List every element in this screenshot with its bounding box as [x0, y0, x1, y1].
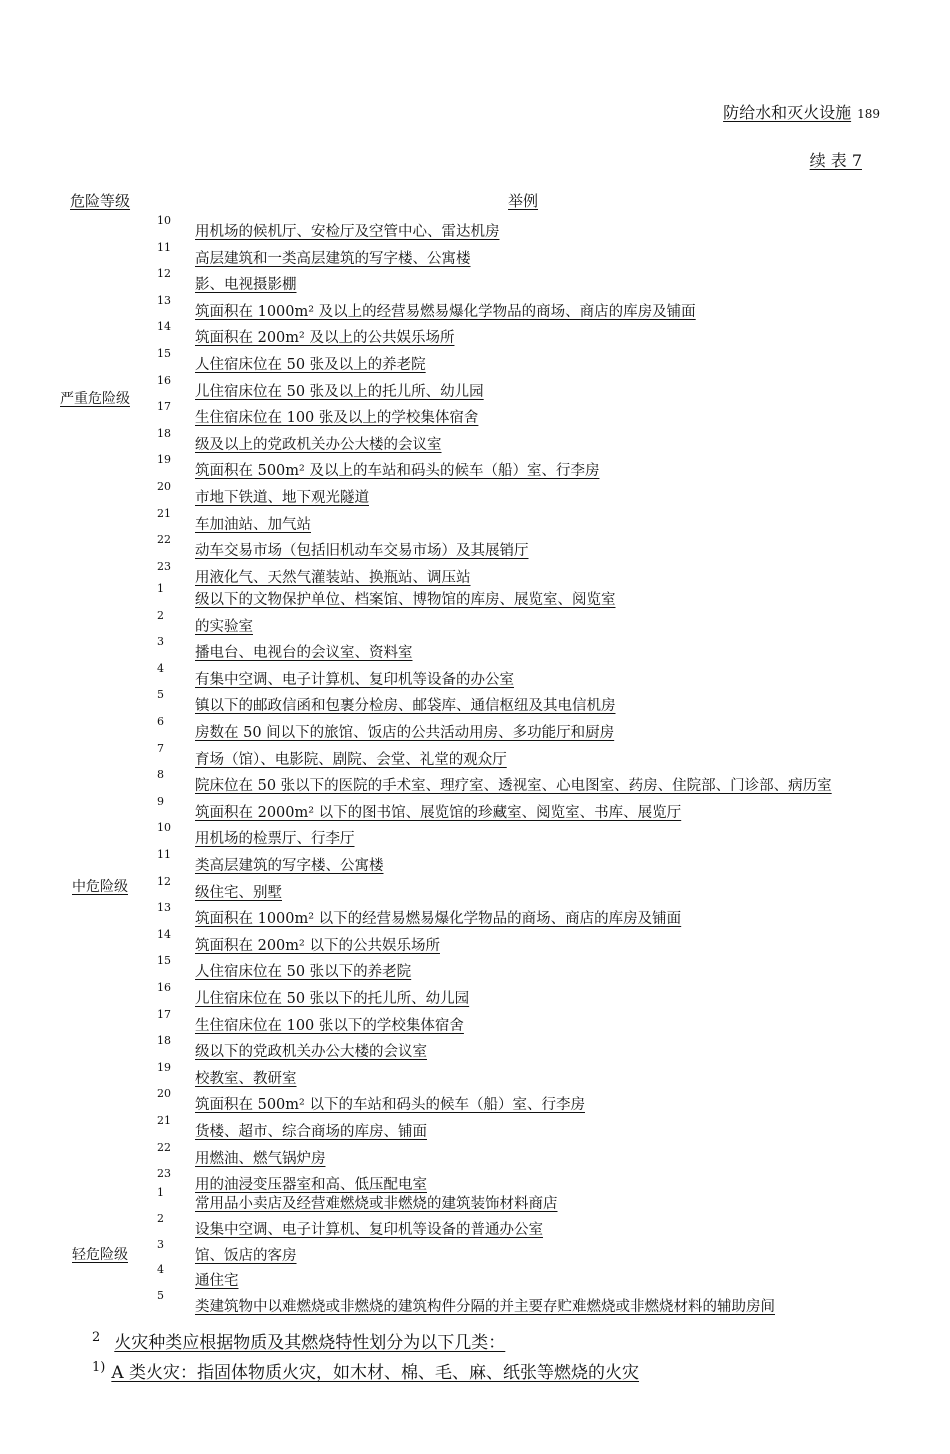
row-number: 1	[157, 582, 164, 595]
row-number: 3	[157, 635, 164, 649]
row-number: 22	[157, 1140, 171, 1154]
row-example-text: 用机场的候机厅、安检厅及空管中心、雷达机房	[195, 224, 500, 240]
row-number: 6	[157, 715, 164, 728]
row-example-text: 动车交易市场（包括旧机动车交易市场）及其展销厅	[195, 543, 529, 560]
row-number: 16	[157, 373, 171, 387]
row-number: 7	[157, 741, 164, 755]
row-number: 19	[157, 1060, 171, 1074]
row-example-text: 筑面积在 200m² 及以上的公共娱乐场所	[195, 330, 455, 347]
page-number: 189	[857, 107, 880, 121]
row-example-text: 用燃油、燃气锅炉房	[195, 1150, 326, 1167]
row-number: 4	[157, 1263, 164, 1277]
row-example-text: 生住宿床位在 100 张以下的学校集体宿舍	[195, 1017, 464, 1034]
row-example-text: 常用品小卖店及经营难燃烧或非燃烧的建筑装饰材料商店	[195, 1196, 558, 1212]
column-header-examples: 举例	[508, 192, 539, 210]
continued-table-label: 续 表 7	[809, 151, 862, 170]
row-number: 4	[157, 661, 164, 675]
row-example-text: 播电台、电视台的会议室、资料室	[195, 645, 413, 662]
row-number: 20	[157, 480, 171, 493]
row-example-text: 级住宅、别墅	[195, 884, 282, 901]
row-number: 2	[157, 1211, 164, 1225]
row-example-text: 级及以上的党政机关办公大楼的会议室	[195, 436, 442, 453]
row-example-text: 车加油站、加气站	[195, 516, 311, 533]
row-example-text: 人住宿床位在 50 张及以上的养老院	[195, 357, 426, 373]
row-example-text: 市地下铁道、地下观光隧道	[195, 490, 369, 506]
row-example-text: 筑面积在 1000m² 以下的经营易燃易爆化学物品的商场、商店的库房及铺面	[195, 911, 682, 928]
item-number: 1)	[92, 1360, 106, 1376]
row-example-text: 用液化气、天然气灌装站、换瓶站、调压站	[195, 569, 471, 586]
row-number: 20	[157, 1087, 171, 1101]
row-example-text: 筑面积在 1000m² 及以上的经营易燃易爆化学物品的商场、商店的库房及铺面	[195, 303, 696, 320]
row-example-text: 育场（馆）、电影院、剧院、会堂、礼堂的观众厅	[195, 751, 507, 768]
row-number: 15	[157, 954, 171, 968]
row-example-text: 镇以下的邮政信函和包裹分检房、邮袋库、通信枢纽及其电信机房	[195, 698, 616, 715]
row-number: 17	[157, 400, 171, 414]
running-header	[723, 100, 880, 123]
row-number: 11	[157, 848, 171, 861]
row-number: 11	[157, 240, 171, 254]
paragraph-fire-classes	[92, 1328, 505, 1353]
row-example-text: 生住宿床位在 100 张及以上的学校集体宿舍	[195, 410, 479, 427]
row-number: 21	[157, 1114, 171, 1127]
row-example-text: 级以下的党政机关办公大楼的会议室	[195, 1044, 427, 1061]
row-number: 18	[157, 426, 171, 440]
row-example-text: 馆、饭店的客房	[195, 1247, 297, 1264]
row-number: 22	[157, 533, 171, 547]
row-example-text: 筑面积在 500m² 及以上的车站和码头的候车（船）室、行李房	[195, 463, 600, 480]
level-label-severe: 严重危险级	[60, 391, 130, 407]
row-number: 13	[157, 901, 171, 915]
row-example-text: 儿住宿床位在 50 张及以上的托儿所、幼儿园	[195, 383, 484, 400]
row-number: 18	[157, 1034, 171, 1048]
row-example-text: 人住宿床位在 50 张以下的养老院	[195, 964, 412, 981]
paragraph-number: 2	[92, 1330, 101, 1346]
row-example-text: 筑面积在 2000m² 以下的图书馆、展览馆的珍藏室、阅览室、书库、展览厅	[195, 804, 682, 821]
row-example-text: 用机场的检票厅、行李厅	[195, 831, 355, 848]
row-number: 12	[157, 267, 171, 281]
row-example-text: 筑面积在 500m² 以下的车站和码头的候车（船）室、行李房	[195, 1097, 585, 1114]
row-example-text: 有集中空调、电子计算机、复印机等设备的办公室	[195, 671, 514, 688]
item-text: A 类火灾：指固体物质火灾，如木材、棉、毛、麻、纸张等燃烧的火灾	[111, 1363, 640, 1383]
row-number: 19	[157, 453, 171, 467]
row-example-text: 房数在 50 间以下的旅馆、饭店的公共活动用房、多功能厅和厨房	[195, 725, 615, 741]
row-example-text: 校教室、教研室	[195, 1070, 297, 1087]
row-number: 17	[157, 1007, 171, 1021]
row-number: 1	[157, 1186, 164, 1199]
paragraph-text: 火灾种类应根据物质及其燃烧特性划分为以下几类：	[114, 1333, 506, 1353]
level-label-moderate: 中危险级	[72, 879, 128, 895]
row-number: 16	[157, 981, 171, 994]
level-label-light: 轻危险级	[72, 1247, 128, 1263]
row-example-text: 影、电视摄影棚	[195, 277, 297, 294]
row-number: 2	[157, 608, 164, 622]
row-number: 5	[157, 1289, 164, 1303]
row-number: 15	[157, 347, 171, 360]
row-example-text: 设集中空调、电子计算机、复印机等设备的普通办公室	[195, 1221, 543, 1238]
row-number: 23	[157, 1167, 171, 1181]
row-number: 14	[157, 320, 171, 334]
row-number: 10	[157, 214, 171, 227]
row-number: 10	[157, 821, 171, 835]
row-number: 8	[157, 768, 164, 782]
row-example-text: 儿住宿床位在 50 张以下的托儿所、幼儿园	[195, 991, 470, 1007]
row-example-text: 高层建筑和一类高层建筑的写字楼、公寓楼	[195, 250, 471, 267]
row-number: 12	[157, 874, 171, 888]
row-number: 9	[157, 794, 164, 808]
row-number: 21	[157, 506, 171, 520]
row-example-text: 用的油浸变压器室和高、低压配电室	[195, 1177, 427, 1194]
row-example-text: 通住宅	[195, 1273, 239, 1290]
list-item-class-a	[92, 1358, 639, 1383]
row-example-text: 货楼、超市、综合商场的库房、铺面	[195, 1124, 427, 1140]
row-example-text: 类高层建筑的写字楼、公寓楼	[195, 858, 384, 874]
row-example-text: 院床位在 50 张以下的医院的手术室、理疗室、透视室、心电图室、药房、住院部、门诊部、病历室	[195, 778, 832, 795]
row-example-text: 的实验室	[195, 618, 253, 635]
row-number: 23	[157, 559, 171, 573]
row-number: 3	[157, 1237, 164, 1251]
row-example-text: 级以下的文物保护单位、档案馆、博物馆的库房、展览室、阅览室	[195, 592, 616, 608]
row-example-text: 筑面积在 200m² 以下的公共娱乐场所	[195, 937, 440, 954]
row-number: 13	[157, 293, 171, 307]
column-header-level: 危险等级	[70, 192, 131, 210]
row-number: 5	[157, 688, 164, 702]
row-example-text: 类建筑物中以难燃烧或非燃烧的建筑构件分隔的并主要存贮难燃烧或非燃烧材料的辅助房间	[195, 1299, 775, 1316]
chapter-title: 防给水和灭火设施	[723, 103, 852, 122]
row-number: 14	[157, 927, 171, 941]
